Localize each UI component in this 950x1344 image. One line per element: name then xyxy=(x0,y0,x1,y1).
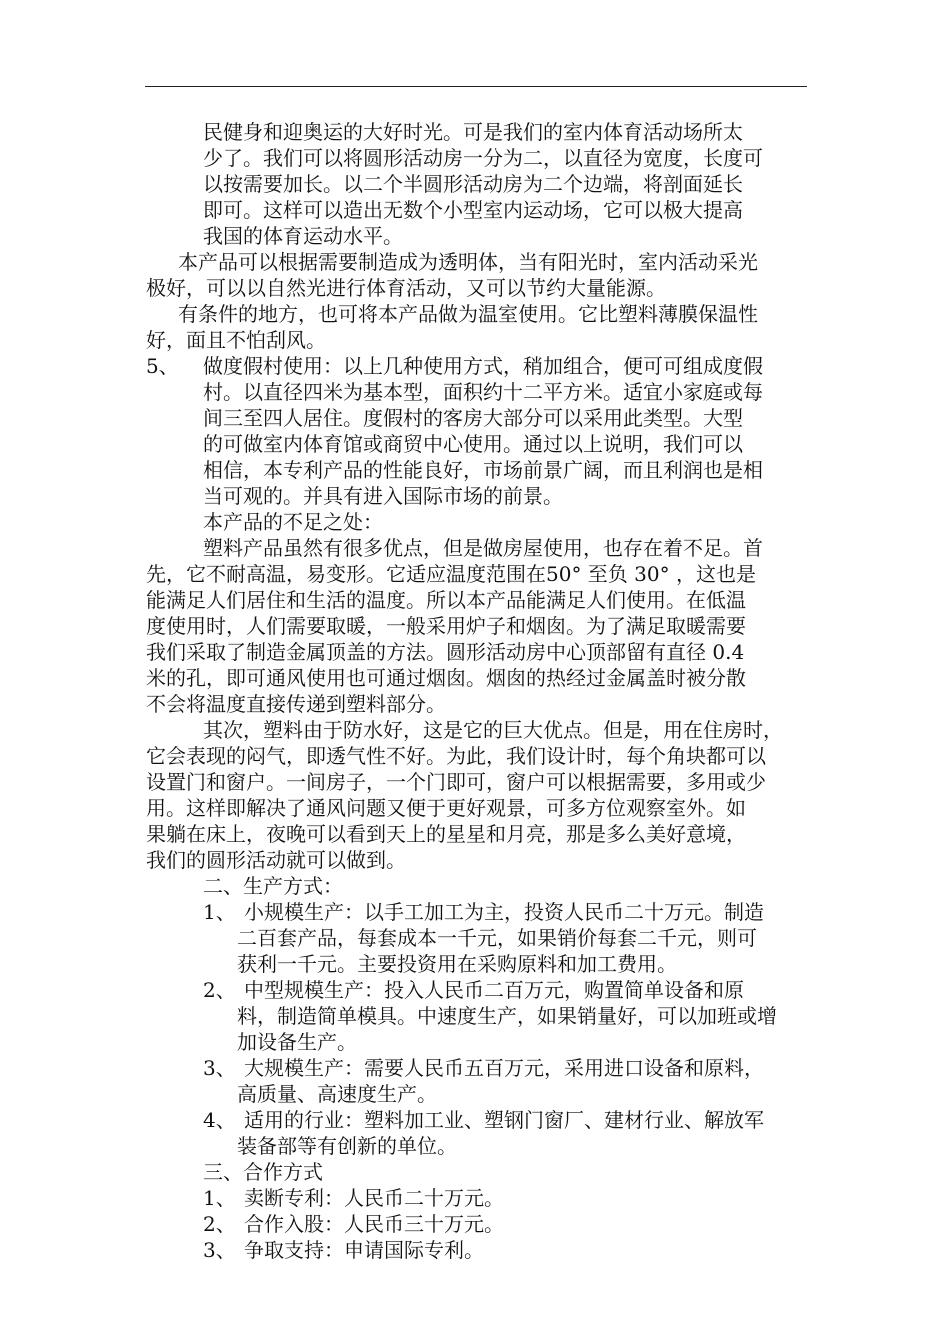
text-line: 获利一千元。主要投资用在采购原料和加工费用。 xyxy=(237,952,677,976)
text-line: 即可。这样可以造出无数个小型室内运动场，它可以极大提高 xyxy=(203,198,743,222)
list-number: 2、 xyxy=(203,978,236,1002)
text-line: 高质量、高速度生产。 xyxy=(237,1082,437,1106)
list-number: 1、 xyxy=(203,1186,236,1210)
text-line: 中型规模生产：投入人民币二百万元，购置简单设备和原 xyxy=(244,978,744,1002)
text-line: 设置门和窗户。一间房子，一个门即可，窗户可以根据需要，多用或少 xyxy=(146,770,766,794)
text-line: 不会将温度直接传递到塑料部分。 xyxy=(146,692,446,716)
text-line: 先，它不耐高温，易变形。它适应温度范围在50° 至负 30° ，这也是 xyxy=(146,562,756,586)
text-line: 本产品可以根据需要制造成为透明体，当有阳光时，室内活动采光 xyxy=(178,250,758,274)
text-line: 其次，塑料由于防水好，这是它的巨大优点。但是，用在住房时， xyxy=(203,718,783,742)
text-line: 好，面且不怕刮风。 xyxy=(146,328,326,352)
section-heading: 三、合作方式 xyxy=(203,1160,323,1184)
text-line: 它会表现的闷气，即透气性不好。为此，我们设计时，每个角块都可以 xyxy=(146,744,766,768)
text-line: 塑料产品虽然有很多优点，但是做房屋使用，也存在着不足。首 xyxy=(203,536,763,560)
text-line: 村。以直径四米为基本型，面积约十二平方米。适宜小家庭或每 xyxy=(203,380,763,404)
text-line: 间三至四人居住。度假村的客房大部分可以采用此类型。大型 xyxy=(203,406,743,430)
text-line: 卖断专利：人民币二十万元。 xyxy=(244,1186,504,1210)
text-line: 大规模生产：需要人民币五百万元，采用进口设备和原料， xyxy=(244,1056,764,1080)
text-line: 以按需要加长。以二个半圆形活动房为二个边端，将剖面延长 xyxy=(203,172,743,196)
list-number: 3、 xyxy=(203,1056,236,1080)
text-line: 有条件的地方，也可将本产品做为温室使用。它比塑料薄膜保温性 xyxy=(178,302,758,326)
list-number: 5、 xyxy=(146,354,179,378)
text-line: 装备部等有创新的单位。 xyxy=(237,1134,457,1158)
text-line: 小规模生产：以手工加工为主，投资人民币二十万元。制造 xyxy=(244,900,764,924)
text-line: 加设备生产。 xyxy=(237,1030,357,1054)
text-line: 做度假村使用：以上几种使用方式，稍加组合，便可可组成度假 xyxy=(203,354,763,378)
text-line: 适用的行业：塑料加工业、塑钢门窗厂、建材行业、解放军 xyxy=(244,1108,764,1132)
text-line: 我们的圆形活动就可以做到。 xyxy=(146,848,406,872)
subheading: 本产品的不足之处： xyxy=(203,510,383,534)
text-line: 合作入股：人民币三十万元。 xyxy=(244,1212,504,1236)
text-line: 争取支持：申请国际专利。 xyxy=(244,1238,484,1262)
text-line: 果躺在床上，夜晚可以看到天上的星星和月亮，那是多么美好意境， xyxy=(146,822,746,846)
text-line: 料，制造简单模具。中速度生产，如果销量好，可以加班或增 xyxy=(237,1004,777,1028)
text-line: 用。这样即解决了通风问题又便于更好观景，可多方位观察室外。如 xyxy=(146,796,746,820)
text-line: 我们采取了制造金属顶盖的方法。圆形活动房中心顶部留有直径 0.4 xyxy=(146,640,745,664)
list-number: 4、 xyxy=(203,1108,236,1132)
text-line: 的可做室内体育馆或商贸中心使用。通过以上说明，我们可以 xyxy=(203,432,743,456)
text-line: 民健身和迎奥运的大好时光。可是我们的室内体育活动场所太 xyxy=(203,120,743,144)
text-line: 能满足人们居住和生活的温度。所以本产品能满足人们使用。在低温 xyxy=(146,588,746,612)
text-line: 当可观的。并具有进入国际市场的前景。 xyxy=(203,484,563,508)
list-number: 2、 xyxy=(203,1212,236,1236)
text-line: 度使用时，人们需要取暖，一般采用炉子和烟囱。为了满足取暖需要 xyxy=(146,614,746,638)
header-rule xyxy=(145,86,807,87)
section-heading: 二、生产方式： xyxy=(203,874,343,898)
list-number: 3、 xyxy=(203,1238,236,1262)
text-line: 相信，本专利产品的性能良好，市场前景广阔，而且利润也是相 xyxy=(203,458,763,482)
text-line: 米的孔，即可通风使用也可通过烟囱。烟囱的热经过金属盖时被分散 xyxy=(146,666,746,690)
list-number: 1、 xyxy=(203,900,236,924)
text-line: 二百套产品，每套成本一千元，如果销价每套二千元，则可 xyxy=(237,926,757,950)
text-line: 少了。我们可以将圆形活动房一分为二，以直径为宽度，长度可 xyxy=(203,146,763,170)
text-line: 极好，可以以自然光进行体育活动，又可以节约大量能源。 xyxy=(146,276,666,300)
text-line: 我国的体育运动水平。 xyxy=(203,224,403,248)
